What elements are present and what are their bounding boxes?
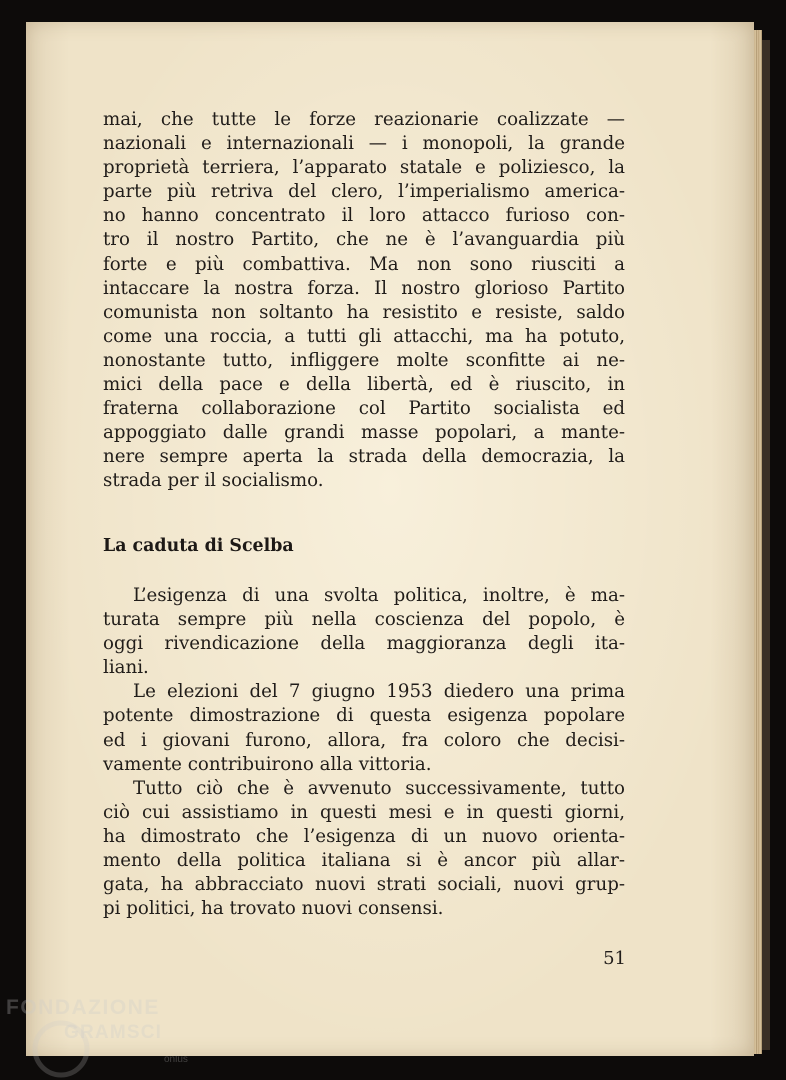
watermark-line-3: onlus xyxy=(164,1054,188,1065)
section-body xyxy=(103,584,625,921)
text-line: proprietà terriera, l’apparato statale e poliziesco, la xyxy=(103,157,625,179)
text-line: gata, ha abbracciato nuovi strati sociali, nuovi grup- xyxy=(103,874,625,896)
text-line: Le elezioni del 7 giugno 1953 diedero una prima xyxy=(133,681,625,703)
text-line: mici della pace e della libertà, ed è riuscito, in xyxy=(103,374,625,396)
page-number: 51 xyxy=(603,948,626,969)
text-line: liani. xyxy=(103,657,149,679)
watermark-logo-icon xyxy=(6,994,206,1080)
text-line: mento della politica italiana si è ancor più allar- xyxy=(103,850,625,872)
text-line: vamente contribuirono alla vittoria. xyxy=(103,753,432,775)
text-line: nazionali e internazionali — i monopoli, la grande xyxy=(103,133,625,155)
text-line: intaccare la nostra forza. Il nostro glorioso Partito xyxy=(103,277,625,299)
text-line: ciò cui assistiamo in questi mesi e in questi giorni, xyxy=(103,801,625,823)
text-line: come una roccia, a tutti gli attacchi, ma ha potuto, xyxy=(103,325,625,347)
text-line: ed i giovani furono, allora, fra coloro che decisi- xyxy=(103,729,625,751)
text-line: parte più retriva del clero, l’imperialismo america- xyxy=(103,181,625,203)
text-line: oggi rivendicazione della maggioranza degli ita- xyxy=(103,633,625,655)
text-line: strada per il socialismo. xyxy=(103,470,324,492)
text-line: turata sempre più nella coscienza del popolo, è xyxy=(103,609,625,631)
text-line: ha dimostrato che l’esigenza di un nuovo orienta- xyxy=(103,825,625,847)
section-heading: La caduta di Scelba xyxy=(103,536,294,556)
text-line: mai, che tutte le forze reazionarie coalizzate — xyxy=(103,109,625,130)
text-line: appoggiato dalle grandi masse popolari, a mante- xyxy=(103,422,625,444)
text-line: pi politici, ha trovato nuovi consensi. xyxy=(103,898,444,920)
text-line: nere sempre aperta la strada della democrazia, la xyxy=(103,446,625,468)
fondazione-gramsci-watermark xyxy=(6,994,206,1080)
watermark-line-1: FONDAZIONE xyxy=(6,996,160,1019)
text-line: comunista non soltanto ha resistito e resiste, saldo xyxy=(103,301,625,323)
text-line: no hanno concentrato il loro attacco furioso con- xyxy=(103,205,625,227)
text-line: nonostante tutto, infliggere molte sconfitte ai ne- xyxy=(103,349,625,371)
watermark-line-2: GRAMSCI xyxy=(64,1022,163,1043)
text-line: fraterna collaborazione col Partito socialista ed xyxy=(103,398,625,420)
paragraph-1 xyxy=(103,108,625,494)
text-line: forte e più combattiva. Ma non sono riusciti a xyxy=(103,253,625,275)
text-line: Tutto ciò che è avvenuto successivamente, tutto xyxy=(133,777,625,799)
book-spine-shadow xyxy=(762,40,770,1050)
text-line: L’esigenza di una svolta politica, inoltre, è ma- xyxy=(133,585,625,606)
text-line: potente dimostrazione di questa esigenza popolare xyxy=(103,705,625,727)
text-line: tro il nostro Partito, che ne è l’avanguardia più xyxy=(103,229,625,251)
